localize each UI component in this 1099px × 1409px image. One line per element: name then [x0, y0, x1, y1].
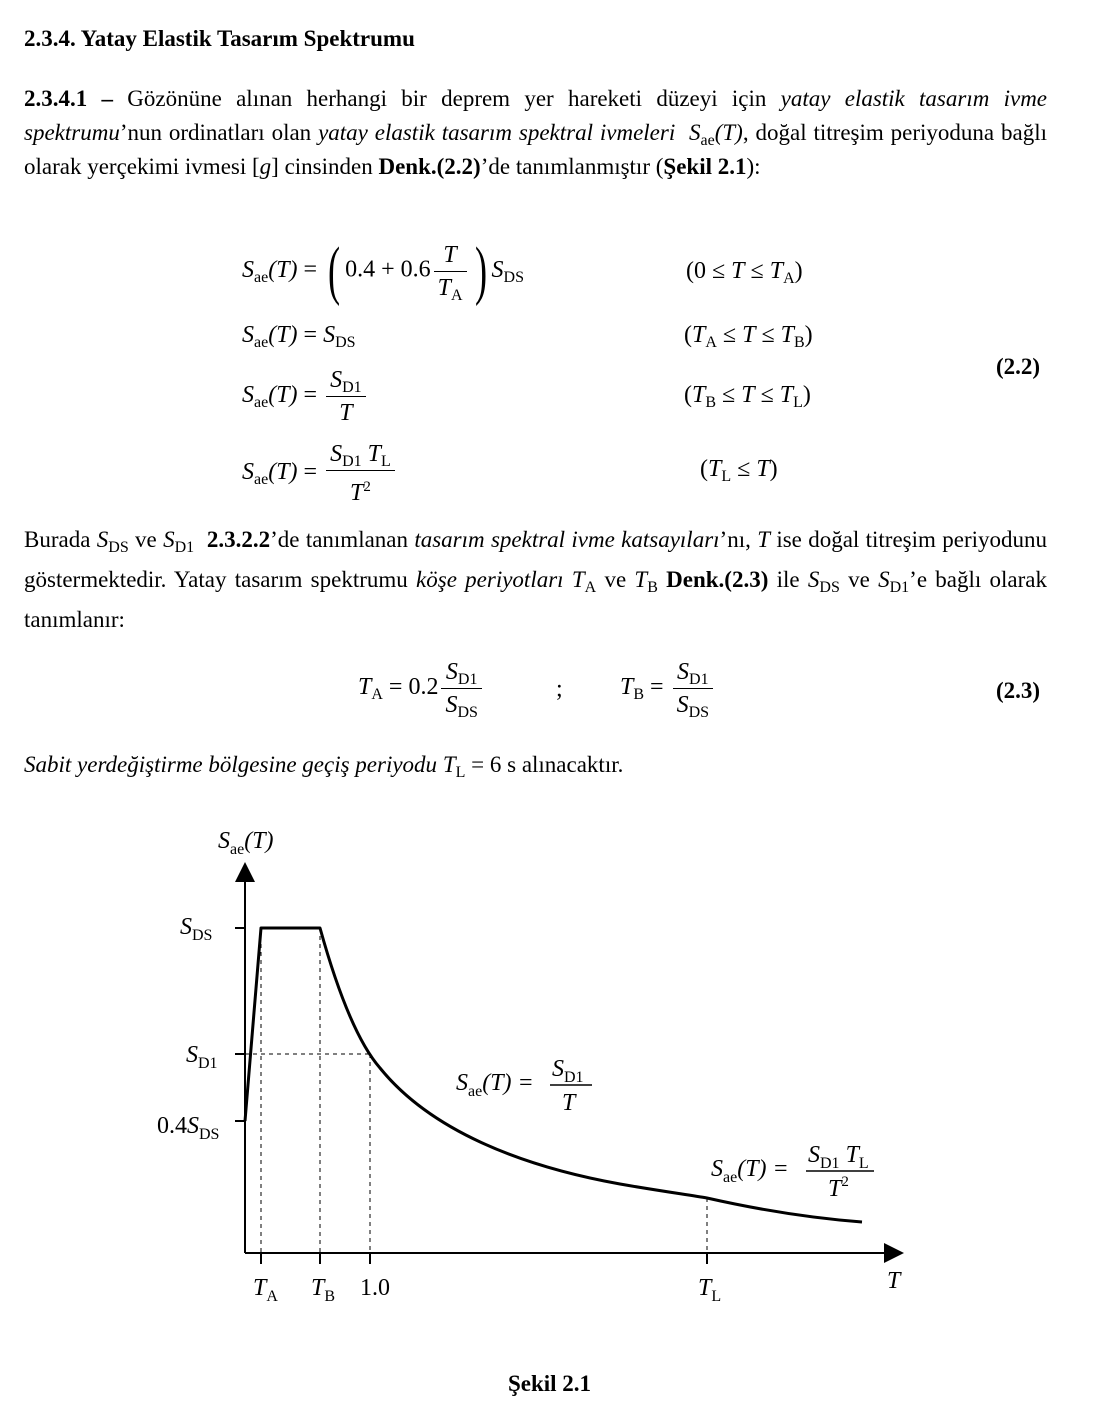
annotation-sd1-tl-over-t2: [711, 1142, 874, 1202]
spectrum-figure: [0, 810, 1099, 1370]
paragraph-definitions: Burada $S_{DS}$ ve $S_{D1}$ 2.3.2.2’de tanımlanan tasarım spektral ivme katsayıları’nı, T ise doğal titreşim periyodunu göstermektedir. Yatay tasarım spektrumu köşe periyotları $T_A$ ve $T_B$ Denk.(2.3) ile $S_{DS}$ ve $S_{D1}’e$ bağlı olarak tanımlanır:: [24, 527, 1048, 632]
equation-number-2-2: (2.2): [996, 354, 1041, 379]
text: Gözönüne alınan herhangi bir deprem yer hareketi düzeyi için: [113, 86, 781, 111]
y-axis-title: $S_{ae}(T)$: [218, 828, 274, 858]
equation-number-2-3: (2.3): [996, 678, 1041, 703]
y-label-04sds: $0.4S_{DS}$: [157, 1113, 220, 1143]
clause-number: 2.3.4.1 –: [24, 86, 114, 111]
term-italic: yatay elastik tasarım ivme spektrumu: [24, 86, 1048, 145]
x-axis-title: T: [887, 1268, 901, 1294]
text: ] cinsinden: [271, 154, 379, 179]
svg-text:T2: $T^2$: [828, 1174, 849, 1202]
section-heading: 2.3.4. Yatay Elastik Tasarım Spektrumu: [24, 26, 415, 51]
annotation-sd1-over-t: [456, 1056, 592, 1116]
svg-text:T: T: [562, 1090, 576, 1116]
text: ’nun ordinatları olan: [119, 120, 319, 145]
figure-caption: Şekil 2.1: [507, 1371, 592, 1396]
term-italic: yatay elastik tasarım spektral ivmeleri: [318, 120, 676, 145]
text: ):: [746, 154, 761, 179]
x-label-1: 1.0: [360, 1275, 390, 1301]
x-label-tb: $T_B$: [311, 1275, 336, 1305]
svg-text:Sae(T) =: $S_{ae}(T)$ =: [456, 1070, 534, 1100]
equation-2-2-line-3: $S_{ae}(T)$ = $\frac{S_{D1}}{T}$: [242, 366, 369, 427]
text: , doğal titreşim periyoduna bağlı olarak yerçekimi ivmesi [: [24, 120, 1048, 179]
svg-text:Sae(T) =: $S_{ae}(T)$ =: [711, 1156, 789, 1186]
equation-2-2-line-2: $S_{ae}(T) = S_{DS}$: [242, 322, 356, 351]
condition-3: $(T_B \le T \le T_L)$: [684, 382, 811, 411]
paragraph-intro: [24, 82, 1047, 184]
equation-ref: Denk.(2.2): [378, 154, 481, 179]
svg-text:SD1 TL: $S_{D1}$ $T_L$: [808, 1142, 869, 1172]
term-italic: köşe periyotları: [416, 567, 564, 592]
paragraph-tl: Sabit yerdeğiştirme bölgesine geçiş periyodu $T_L = 6$ s alınacaktır.: [24, 752, 624, 781]
figure-ref: Şekil 2.1: [663, 154, 747, 179]
term-italic: Sabit yerdeğiştirme bölgesine geçiş periyodu: [24, 752, 438, 777]
condition-4: $(T_L \le T)$: [700, 456, 778, 485]
text: ’de tanımlanmıştır (: [480, 154, 664, 179]
x-label-ta: $T_A$: [253, 1275, 278, 1305]
symbol-g: g: [259, 154, 272, 179]
symbol-sae-t: $S_{ae}(T)$: [689, 120, 743, 149]
equation-2-2-line-4: $S_{ae}(T)$ = $\frac{S_{D1} T_L}{T^2}$: [242, 440, 398, 507]
x-label-tl: $T_L$: [698, 1275, 722, 1305]
equation-2-3-separator: ;: [556, 676, 563, 702]
svg-text:SD1: $S_{D1}$: [552, 1056, 584, 1086]
term-italic: tasarım spektral ivme katsayıları: [414, 527, 720, 552]
y-label-sd1: $S_{D1}$: [186, 1042, 218, 1072]
equation-2-3-tb: $T_B$ = $\frac{S_{D1}}{S_{DS}}$: [620, 658, 716, 719]
equation-2-2-line-1: $S_{ae}(T)$ = ( 0.4 + 0.6 $\frac{T}{T_A}$ ) $S_{DS}$: [242, 234, 524, 307]
condition-2: $(T_A \le T \le T_B)$: [684, 322, 813, 351]
section-ref: 2.3.2.2: [206, 527, 271, 552]
equation-ref: Denk.(2.3): [666, 567, 769, 592]
equation-2-3-ta: $T_A = 0.2$ $\frac{S_{D1}}{S_{DS}}$: [358, 658, 485, 719]
condition-1: $(0 \le T \le T_A)$: [686, 258, 803, 287]
y-label-sds: $S_{DS}$: [180, 914, 213, 944]
